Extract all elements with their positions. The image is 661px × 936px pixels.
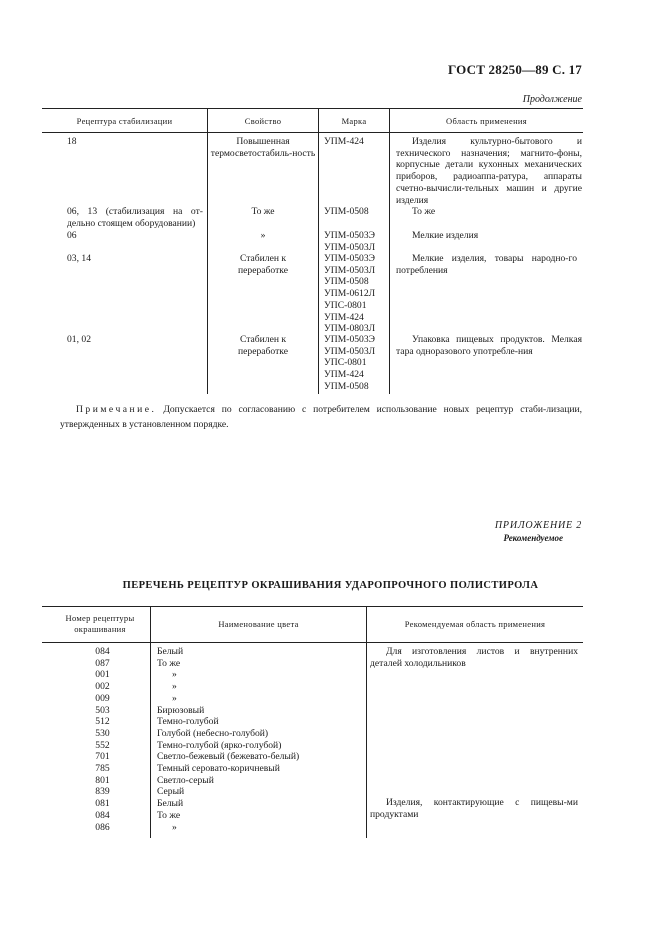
table2-header-rule [42,642,583,643]
table2-row-color: То же [157,809,181,821]
document-reference: ГОСТ 28250—89 С. 17 [448,62,582,77]
table2-row-color: Голубой (небесно-голубой) [157,727,269,739]
table1-header-recipe: Рецептура стабилизации [76,116,173,126]
table1-header-property: Свойство [244,116,282,126]
table1-row4-recipe: 03, 14 [67,253,91,264]
table2-row-color: Бирюзовый [157,704,205,716]
table1-row5-recipe: 01, 02 [67,334,91,345]
table2-header-application: Рекомендуемая область применения [404,619,546,629]
table2-row-code: 530 [95,727,110,739]
table2-row-code: 552 [95,739,110,751]
table1-row1-mark: УПМ-424 [324,136,364,147]
table1-row3-mark-1: УПМ-0503Э [324,230,375,241]
table1-row5-mark-1: УПМ-0503Э [324,334,375,345]
table2-row-color: » [172,821,177,833]
table2-header-code: Номер рецептуры окрашивания [65,613,135,634]
table1-top-rule [42,108,583,109]
table2-row-code: 081 [95,798,110,810]
table2-row-color: Темно-голубой [157,716,219,728]
table2-row-color: » [172,681,177,693]
table2-row-code: 009 [95,692,110,704]
table1-row2-recipe: 06, 13 (стабилизация на от-дельно стоящем оборудовании) [67,206,203,229]
note-label: Примечание. [76,404,157,415]
continuation-label: Продолжение [522,94,582,105]
table1-row3-recipe: 06 [67,230,77,241]
table2-row-color: » [172,692,177,704]
table2-row-code: 839 [95,786,110,798]
table1-header-rule [42,132,583,133]
table1-row5-mark-2: УПМ-0503Л [324,345,376,357]
table1-row4-mark-7: УПМ-0803Л [324,323,376,335]
table2-row-color: Темный серовато-коричневый [157,763,280,774]
table2-col-divider-1 [150,607,151,838]
table2-row-code: 084 [95,646,110,657]
table2-top-rule [42,606,583,607]
table2-row-code: 084 [95,809,110,821]
table2-application-1: Для изготовления листов и внутренних деталей холодильников [370,646,578,669]
table2-col-divider-2 [366,607,367,838]
table1-row2-application: То же [412,206,436,217]
table1-row3-application: Мелкие изделия [412,230,479,241]
table1-row5-mark-5: УПМ-0508 [324,380,369,392]
table1-row3-property: » [260,230,266,241]
table2-row-code: 801 [95,774,110,786]
appendix-title: ПЕРЕЧЕНЬ РЕЦЕПТУР ОКРАШИВАНИЯ УДАРОПРОЧНОГО ПОЛИСТИРОЛА [122,580,539,591]
table1-row1-recipe: 18 [67,136,77,147]
table1-row5-application: Упаковка пищевых продуктов. Мелкая тара одноразового употребле-ния [396,334,582,357]
table2-row-code: 002 [95,681,110,693]
table2-row-color: Серый [157,786,185,798]
table1-row5-mark-4: УПМ-424 [324,369,364,381]
table2-row-color: Светло-серый [157,774,214,786]
table2-row-code: 503 [95,704,110,716]
table1-col-divider-1 [207,109,208,394]
table1-row4-mark-1: УПМ-0503Э [324,253,375,264]
table1-col-divider-2 [318,109,319,394]
table2-row-code: 086 [95,821,110,833]
table1-row4-property: Стабилен к переработке [238,253,288,276]
table2-row-code: 785 [95,763,110,774]
table1-row5-mark-3: УПС-0801 [324,357,367,369]
table1-header-application: Область применения [446,116,527,126]
table2-row-code: 087 [95,657,110,669]
table2-row-color: » [172,669,177,681]
table1-header-mark: Марка [341,116,367,126]
table2-row-code: 701 [95,751,110,763]
table1-row2-property: То же [251,206,275,217]
table2-row-color: Белый [157,646,184,657]
table-note [60,402,582,432]
table1-row4-mark-5: УПС-0801 [324,299,367,311]
table1-row5-property: Стабилен к переработке [238,334,288,357]
table2-row-color: То же [157,657,181,669]
table2-header-color: Наименование цвета [218,619,299,629]
table1-row1-property: Повышенная термосветостабиль-ность [210,136,316,159]
table2-row-color: Светло-бежевый (бежевато-белый) [157,751,300,763]
table1-row4-mark-2: УПМ-0503Л [324,264,376,276]
table2-row-code: 001 [95,669,110,681]
table1-row4-mark-4: УПМ-0612Л [324,288,376,300]
table2-row-color: Темно-голубой (ярко-голубой) [157,739,282,751]
table2-row-code: 512 [95,716,110,728]
table1-row4-mark-3: УПМ-0508 [324,276,369,288]
note-text: Допускается по согласованию с потребителем использование новых рецептур стаби-лизации, утвержденных в установленном порядке. [60,404,582,430]
table1-col-divider-3 [389,109,390,394]
table2-application-2: Изделия, контактирующие с пищевы-ми продуктами [370,797,578,820]
table1-row2-mark: УПМ-0508 [324,206,369,217]
table1-row4-application: Мелкие изделия, товары народно-го потребления [396,253,577,276]
table2-row-color: Белый [157,798,184,810]
table1-row3-mark-2: УПМ-0503Л [324,241,376,253]
appendix-label: ПРИЛОЖЕНИЕ 2 [494,520,582,531]
appendix-status: Рекомендуемое [503,533,563,543]
table1-row1-application: Изделия культурно-бытового и технического назначения; магнито-фоны, корпусные детали кухонных механических приборов, радиоаппа-ратура, аппараты счетно-вычисли-тельных машин и другие изделия [396,136,582,206]
table1-row4-mark-6: УПМ-424 [324,311,364,323]
